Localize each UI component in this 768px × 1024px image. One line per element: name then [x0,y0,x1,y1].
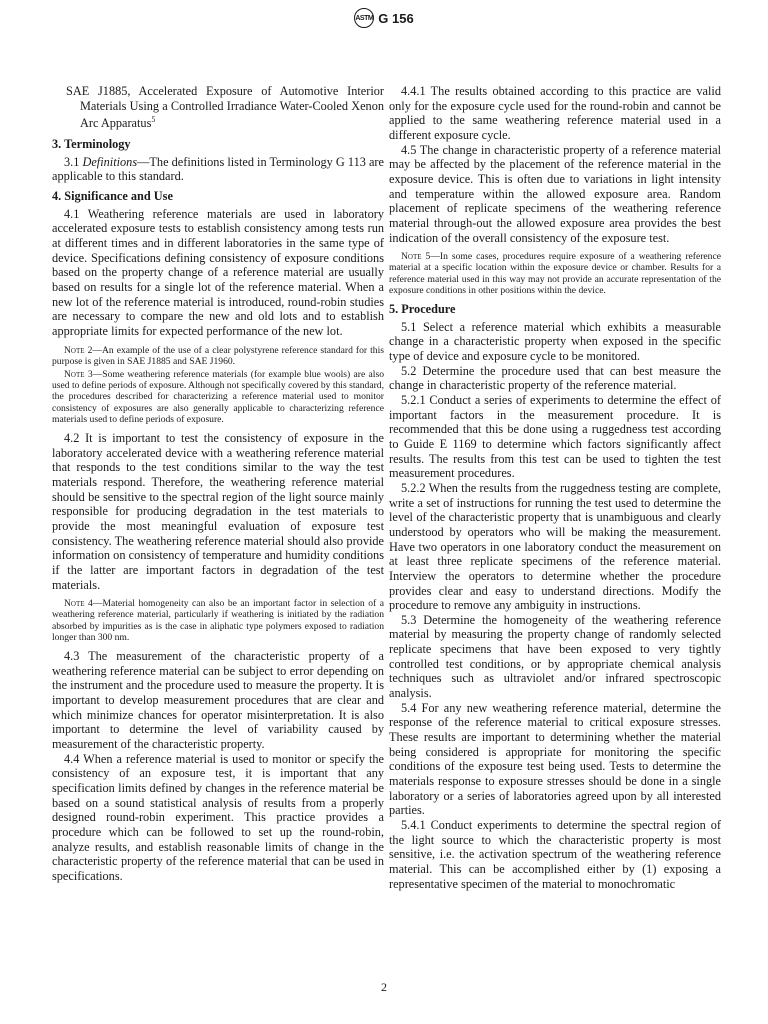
paragraph-4-3: 4.3 The measurement of the characteristic property of a weathering reference material can be subject to error depending on the instrument and the procedure used to measure the property. It is important to develop measurement procedures that are clear and which minimize chances for operator misinterpretation. It is also important to determine the level of variability caused by measurement of the characteristic property. [52,649,384,751]
paragraph-5-2: 5.2 Determine the procedure used that can best measure the change in characteristic property of the reference material. [389,363,721,393]
standard-designation: G 156 [378,10,414,26]
page-number: 2 [381,980,387,994]
note-5: Note 5—In some cases, procedures require exposure of a weathering reference material at a specific location within the exposure device or chamber. Results for a reference material used in this way may not provide an accurate representation of the exposure conditions in other positions within the device. [389,251,721,296]
paragraph-5-4: 5.4 For any new weathering reference material, determine the response of the reference material to critical exposure stresses. These results are important to determining whether the material being considered is appropriate for monitoring the specific conditions of the exposure test being used. Tests to determine the materials response to exposure stresses should be done in a single laboratory or a series of laboratories agreed upon by all interested parties. [389,700,721,818]
astm-logo-icon: ASTM [354,8,374,28]
paragraph-4-2: 4.2 It is important to test the consistency of exposure in the laboratory accelerated device with a weathering reference material that responds to the test conditions similar to the way the test materials respond. Therefore, the weathering reference material should be sensitive to the spectral region of the light source mainly responsible for producing degradation in the test materials to provide the most meaningful evaluation of exposure test consistency. The weathering reference material should also provide information on consistency of temperature and humidity conditions if the latter are important factors in degradation of the test materials. [52,431,384,592]
paragraph-4-4: 4.4 When a reference material is used to monitor or specify the consistency of an exposure test, it is important that any specification limits defined by changes in the reference material be based on a sound statistical analysis of results from a properly designed round-robin experiment. This practice provides a procedure which can be followed to set up the round-robin, analyze results, and establish reasonable limits of change in the characteristic property of the reference material that can be used in specifications. [52,751,384,883]
right-column [389,84,721,891]
paragraph-5-4-1: 5.4.1 Conduct experiments to determine the spectral region of the light source to which the characteristic property is most sensitive, i.e. the activation spectrum of the weathering reference material. This can be accomplished either by (1) exposing a representative specimen of the material to monochromatic [389,818,721,891]
section-heading-procedure: 5. Procedure [389,302,456,317]
section-heading-significance: 4. Significance and Use [52,189,173,204]
paragraph-3-1: 3.1 Definitions—The definitions listed in Terminology G 113 are applicable to this standard. [52,154,384,184]
reference-sae-j1885: SAE J1885, Accelerated Exposure of Automotive Interior Materials Using a Controlled Irradiance Water-Cooled Xenon Arc Apparatus$^5$ [66,84,384,131]
note-3: Note 3—Some weathering reference materials (for example blue wools) are also used to define periods of exposure. Although not specifically covered by this standard, the procedures described for characterizing a reference material used to monitor consistency of exposures are also generally applicable to characterizing reference materials used to define periods of exposure. [52,369,384,425]
paragraph-4-5: 4.5 The change in characteristic property of a reference material may be affected by the placement of the reference material in the exposure device. This is often due to variations in light intensity and temperature within the allowed exposure area. Random placement of replicate specimens of the weathering reference material through-out the allowed exposure area provides the best indication of the overall consistency of the exposure test. [389,142,721,245]
paragraph-5-3: 5.3 Determine the homogeneity of the weathering reference material by measuring the property change of randomly selected replicate specimens that have been exposed to very tightly controlled test conditions, or by appropriate chemical analysis techniques such as ultraviolet and/or infrared spectroscopic analysis. [389,612,721,701]
note-4: Note 4—Material homogeneity can also be an important factor in selection of a weathering reference material, particularly if weathering is initiated by the radiation absorbed by impurities as is the case in aliphatic type polymers exposed to radiation longer than 300 nm. [52,598,384,643]
paragraph-5-2-2: 5.2.2 When the results from the ruggedness testing are complete, write a set of instructions for running the test used to determine the level of the characteristic property that is unambiguous and clearly understood by operators who will be making the measurement. Have two operators in one laboratory conduct the measurement on at least three replicate specimens of the reference material. Interview the operators to determine whether the procedure provides clear and easy to understand directions. Modify the procedure to remove any ambiguity in instructions. [389,480,721,613]
paragraph-4-1: 4.1 Weathering reference materials are used in laboratory accelerated exposure tests to establish consistency among tests run at different times and in different laboratories in the same type of device. Specifications defining consistency of exposure conditions based on the property change of a reference material are usually based on results for a single lot of the reference material. When a new lot of the reference material is introduced, round-robin studies are necessary to compare the new and old lots and to establish appropriate limits for expected performance of the new lot. [52,206,384,338]
note-2: Note 2—An example of the use of a clear polystyrene reference standard for this purpose is given in SAE J1885 and SAE J1960. [52,344,384,367]
page-header [0,6,768,30]
paragraph-5-2-1: 5.2.1 Conduct a series of experiments to determine the effect of important factors in the measurement procedure. It is recommended that this be done using a ruggedness test according to Guide E 1169 to determine which factors significantly affect results. The results from this test can be used to tighten the test measurement procedures. [389,392,721,481]
left-column [52,84,384,884]
paragraph-4-4-1: 4.4.1 The results obtained according to this practice are valid only for the exposure cycle used for the round-robin and cannot be applied to the same weathering reference material used in a different exposure cycle. [389,84,721,142]
section-heading-terminology: 3. Terminology [52,137,131,152]
paragraph-5-1: 5.1 Select a reference material which exhibits a measurable change in a characteristic property when exposed in the specific type of device and exposure cycle to be monitored. [389,319,721,363]
